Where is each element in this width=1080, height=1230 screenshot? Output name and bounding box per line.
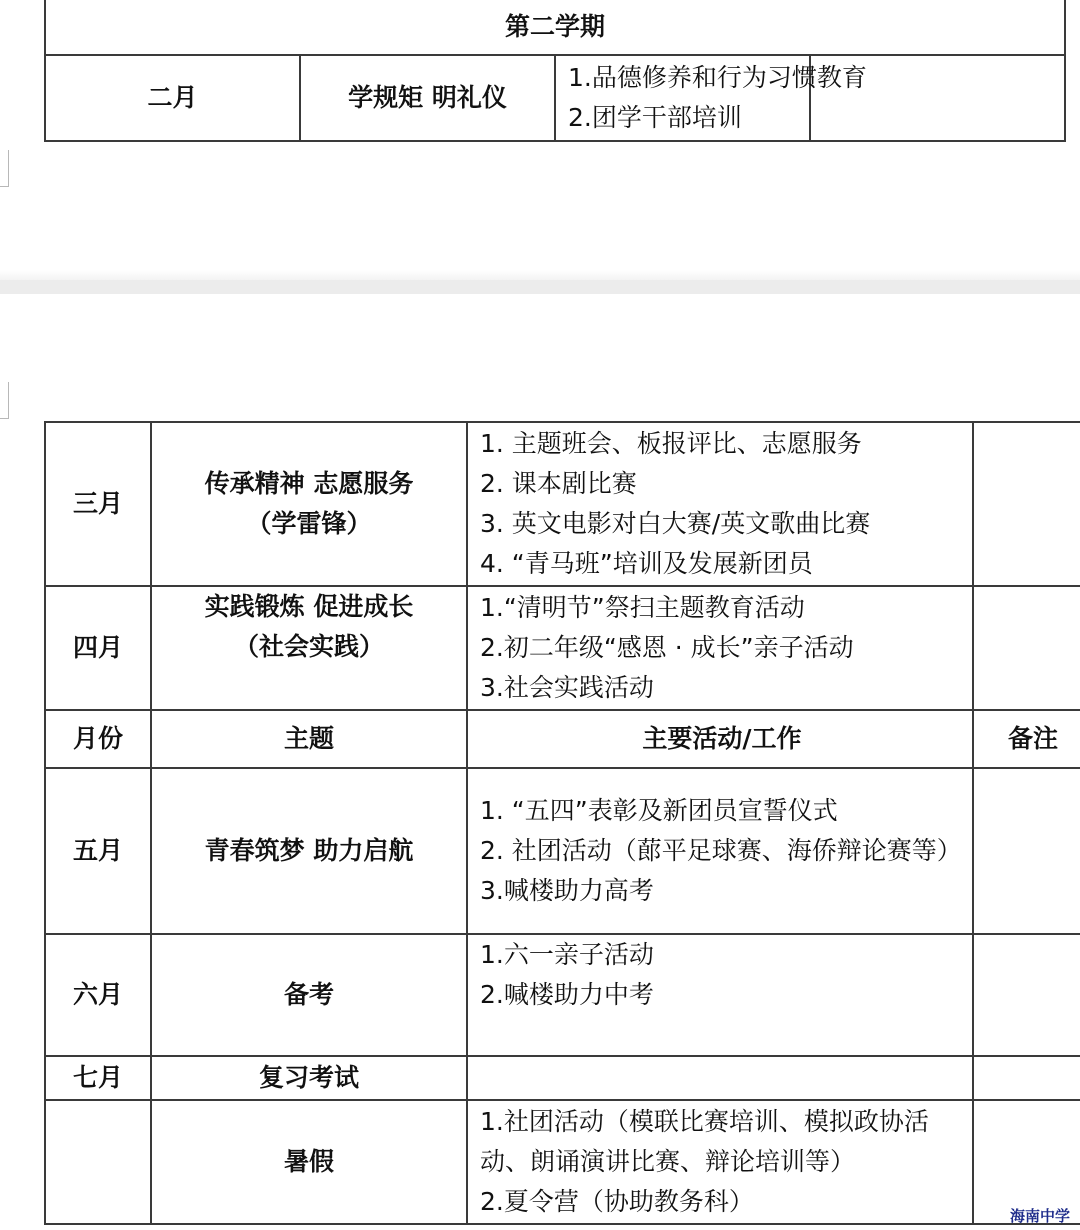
page-break-shadow — [0, 270, 1080, 280]
activities-cell — [467, 934, 973, 1056]
activity-item: 3.社会实践活动 — [480, 673, 654, 702]
page-margin-mark-bottom — [0, 382, 9, 419]
table-row — [45, 934, 1080, 1056]
activity-item: 1. 主题班会、板报评比、志愿服务 — [480, 429, 862, 458]
month-cell: 二月 — [45, 55, 300, 141]
table-row — [45, 768, 1080, 934]
theme-cell: 复习考试 — [151, 1056, 467, 1100]
header-month: 月份 — [45, 710, 151, 768]
watermark-logo: 海南中学 — [1009, 1207, 1070, 1225]
page-margin-mark-top — [0, 150, 9, 187]
month-cell — [45, 1100, 151, 1224]
month-cell: 六月 — [45, 934, 151, 1056]
activity-item: 1. “五四”表彰及新团员宣誓仪式 — [480, 796, 838, 825]
page-break — [0, 280, 1080, 294]
activity-item: 2.夏令营（协助教务科） — [480, 1187, 754, 1216]
table-row — [45, 1100, 1080, 1224]
activity-item: 3. 英文电影对白大赛/英文歌曲比赛 — [480, 509, 871, 538]
month-cell: 七月 — [45, 1056, 151, 1100]
header-activities: 主要活动/工作 — [467, 710, 973, 768]
theme-cell — [151, 422, 467, 586]
schedule-table-top — [44, 0, 1066, 142]
activity-item: 4. “青马班”培训及发展新团员 — [480, 549, 813, 578]
theme-line: （学雷锋） — [246, 509, 372, 538]
activity-item: 2.初二年级“感恩 · 成长”亲子活动 — [480, 633, 854, 662]
theme-line: （社会实践） — [233, 632, 384, 661]
activities-cell — [467, 422, 973, 586]
theme-line: 实践锻炼 促进成长 — [204, 592, 414, 621]
activities-cell — [467, 586, 973, 710]
month-cell: 五月 — [45, 768, 151, 934]
table-row — [45, 586, 1080, 710]
activity-item: 1.“清明节”祭扫主题教育活动 — [480, 593, 805, 622]
theme-cell: 青春筑梦 助力启航 — [151, 768, 467, 934]
term-header: 第二学期 — [45, 0, 1065, 55]
theme-line: 传承精神 志愿服务 — [204, 469, 414, 498]
activity-item: 1.社团活动（模联比赛培训、模拟政协活动、朗诵演讲比赛、辩论培训等） — [480, 1107, 929, 1176]
activity-item: 2. 课本剧比赛 — [480, 469, 637, 498]
activities-cell — [555, 55, 867, 141]
table-row — [45, 422, 1080, 586]
theme-cell — [151, 586, 467, 710]
theme-cell: 备考 — [151, 934, 467, 1056]
activities-cell — [467, 1056, 973, 1100]
activities-cell — [467, 1100, 973, 1224]
note-cell — [973, 934, 1080, 1056]
theme-cell: 暑假 — [151, 1100, 467, 1224]
activity-item: 1.品德修养和行为习惯教育 — [568, 63, 867, 92]
table-header-row — [45, 710, 1080, 768]
activity-item: 2. 社团活动（蓈平足球赛、海侨辩论赛等） — [480, 836, 962, 865]
header-note: 备注 — [973, 710, 1080, 768]
theme-cell: 学规矩 明礼仪 — [300, 55, 555, 141]
schedule-table-bottom — [44, 421, 1080, 1225]
table-row — [45, 1056, 1080, 1100]
table-row — [45, 55, 1065, 141]
note-cell — [973, 586, 1080, 710]
activity-item: 1.六一亲子活动 — [480, 940, 654, 969]
activity-item: 2.团学干部培训 — [568, 103, 742, 132]
header-theme: 主题 — [151, 710, 467, 768]
note-cell — [973, 768, 1080, 934]
activities-cell — [467, 768, 973, 934]
activity-item: 2.喊楼助力中考 — [480, 980, 654, 1009]
month-cell: 三月 — [45, 422, 151, 586]
note-cell — [973, 1056, 1080, 1100]
activity-item: 3.喊楼助力高考 — [480, 876, 654, 905]
term-header-row — [45, 0, 1065, 55]
month-cell: 四月 — [45, 586, 151, 710]
note-cell — [973, 422, 1080, 586]
